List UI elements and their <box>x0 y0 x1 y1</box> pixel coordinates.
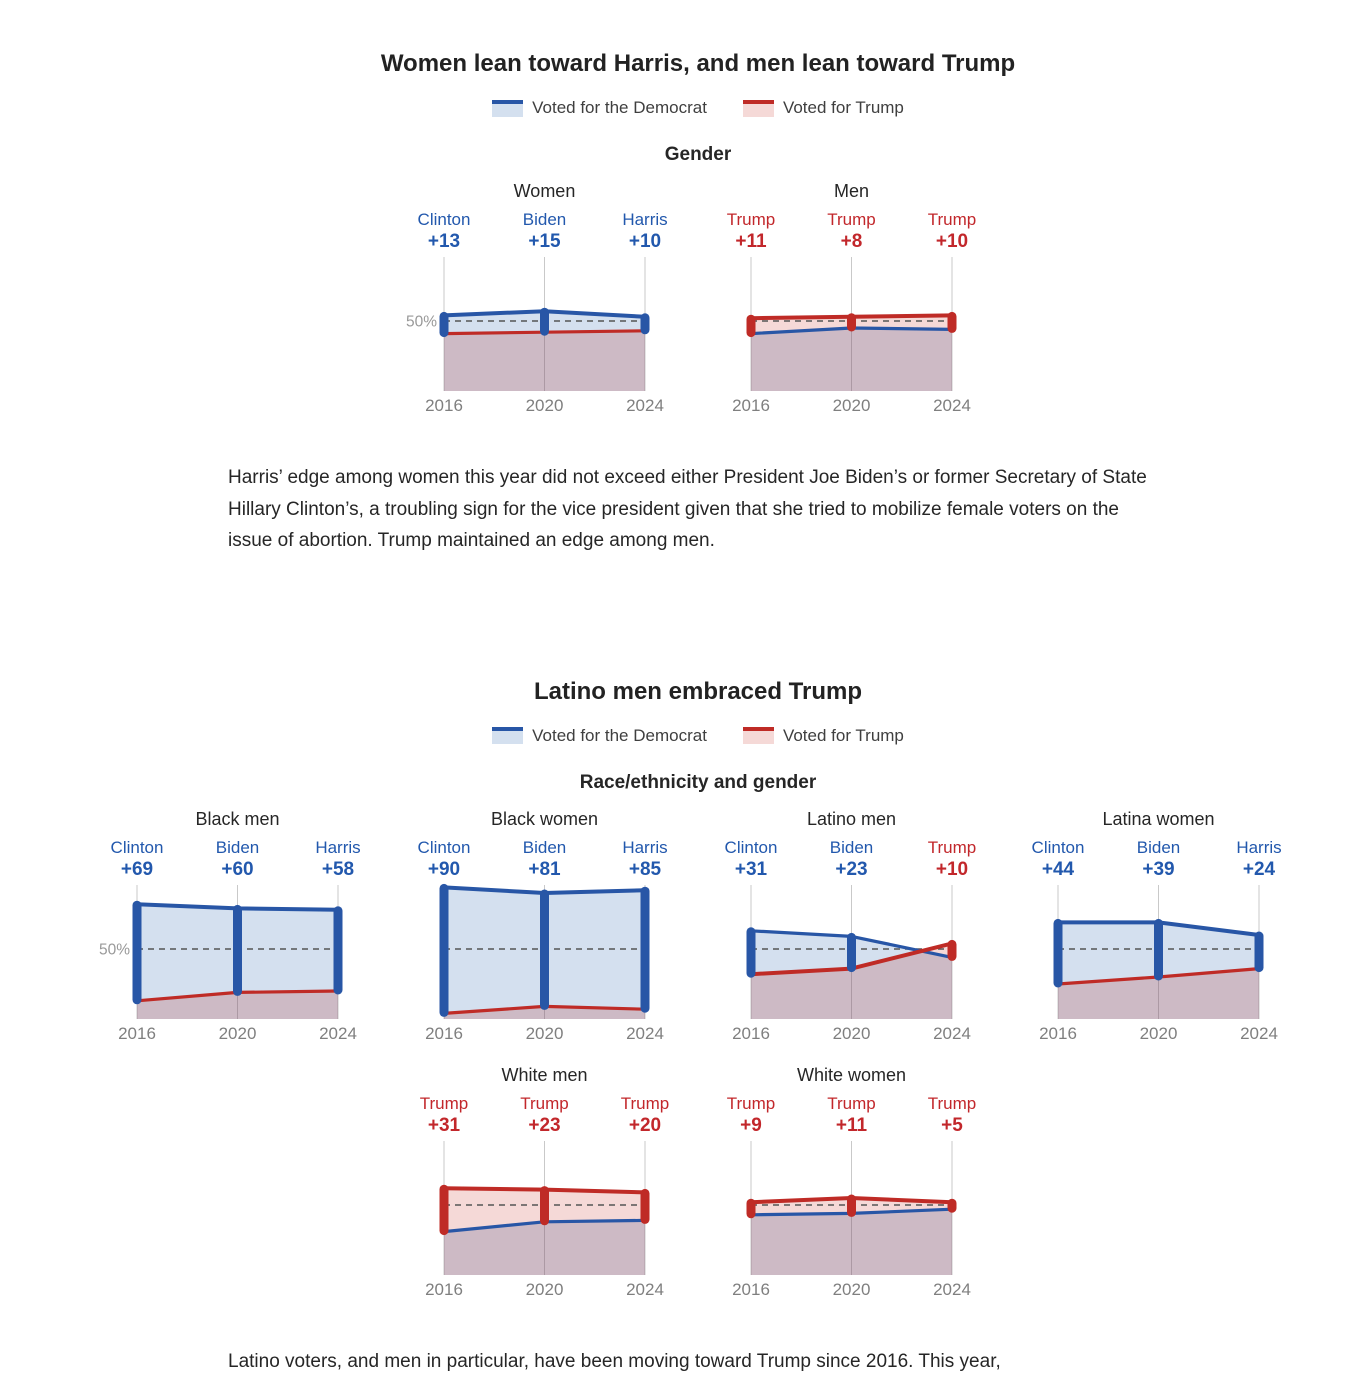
year-label: 2024 <box>319 1024 357 1043</box>
chart-rows <box>84 808 1312 1308</box>
chart-men <box>698 180 1005 424</box>
legend-label-democrat: Voted for the Democrat <box>532 98 707 118</box>
margin-capsule <box>948 312 957 333</box>
year-label: 2020 <box>219 1024 257 1043</box>
democrat-swatch-icon <box>492 727 523 744</box>
year-label: 2016 <box>425 1024 463 1043</box>
chart-latina-women <box>1005 808 1312 1052</box>
annotation-trump-2020 <box>827 210 876 254</box>
margin-label: +10 <box>622 230 667 254</box>
margin-annotations <box>698 838 1005 882</box>
legend-item-trump <box>743 726 904 746</box>
year-label: 2020 <box>526 396 564 415</box>
section-gender <box>84 0 1312 557</box>
margin-label: +13 <box>418 230 471 254</box>
margin-label: +10 <box>928 858 977 882</box>
legend-item-democrat <box>492 98 707 118</box>
year-label: 2016 <box>425 1280 463 1299</box>
year-label: 2024 <box>1240 1024 1278 1043</box>
candidate-label: Trump <box>420 1094 469 1114</box>
margin-capsule <box>1255 931 1264 972</box>
legend-label-trump: Voted for Trump <box>783 726 904 746</box>
margin-capsule <box>641 1188 650 1223</box>
year-label: 2020 <box>833 1280 871 1299</box>
margin-capsule <box>847 313 856 331</box>
year-label: 2024 <box>933 1280 971 1299</box>
margin-capsule <box>540 308 549 336</box>
candidate-label: Trump <box>928 210 977 230</box>
margin-label: +90 <box>418 858 471 882</box>
chart-title: Women <box>391 180 698 202</box>
group-label-gender: Gender <box>84 143 1312 166</box>
margin-label: +69 <box>111 858 164 882</box>
candidate-label: Harris <box>1236 838 1281 858</box>
margin-capsule <box>747 927 756 977</box>
margin-capsule <box>540 1186 549 1225</box>
chart-svg <box>1005 882 1312 1052</box>
chart-white-women <box>698 1064 1005 1308</box>
chart-svg <box>391 1138 698 1308</box>
candidate-label: Clinton <box>111 838 164 858</box>
year-label: 2016 <box>118 1024 156 1043</box>
chart-svg <box>698 1138 1005 1308</box>
section-title: Women lean toward Harris, and men lean toward Trump <box>84 49 1312 79</box>
candidate-label: Trump <box>928 1094 977 1114</box>
chart-row <box>84 808 1312 1052</box>
margin-label: +23 <box>830 858 873 882</box>
chart-svg <box>698 882 1005 1052</box>
margin-label: +81 <box>523 858 566 882</box>
trump-swatch-icon <box>743 727 774 744</box>
margin-band-area <box>545 890 646 1009</box>
year-label: 2024 <box>933 1024 971 1043</box>
chart-rows <box>84 180 1312 424</box>
annotation-trump-2024 <box>928 210 977 254</box>
margin-capsule <box>334 906 343 994</box>
legend-label-democrat: Voted for the Democrat <box>532 726 707 746</box>
annotation-biden-2020 <box>523 838 566 882</box>
chart-row <box>84 180 1312 424</box>
candidate-label: Biden <box>523 838 566 858</box>
margin-band-area <box>238 908 339 992</box>
margin-label: +31 <box>420 1114 469 1138</box>
candidate-label: Clinton <box>725 838 778 858</box>
margin-label: +85 <box>622 858 667 882</box>
margin-capsule <box>233 904 242 995</box>
candidate-label: Biden <box>523 210 566 230</box>
year-label: 2020 <box>833 396 871 415</box>
margin-label: +10 <box>928 230 977 254</box>
legend-label-trump: Voted for Trump <box>783 98 904 118</box>
candidate-label: Harris <box>622 210 667 230</box>
margin-annotations <box>698 1094 1005 1138</box>
chart-svg <box>391 882 698 1052</box>
annotation-clinton-2016 <box>1032 838 1085 882</box>
margin-label: +20 <box>621 1114 670 1138</box>
candidate-label: Trump <box>621 1094 670 1114</box>
annotation-clinton-2016 <box>725 838 778 882</box>
year-label: 2024 <box>933 396 971 415</box>
margin-capsule <box>948 1198 957 1212</box>
margin-band-area <box>137 904 238 1001</box>
year-label: 2016 <box>732 1280 770 1299</box>
legend-item-trump <box>743 98 904 118</box>
margin-capsule <box>641 886 650 1012</box>
margin-label: +11 <box>827 1114 876 1138</box>
year-label: 2016 <box>732 396 770 415</box>
annotation-trump-2016 <box>420 1094 469 1138</box>
chart-svg <box>391 254 698 424</box>
candidate-label: Trump <box>727 1094 776 1114</box>
chart-black-men <box>84 808 391 1052</box>
margin-annotations <box>698 210 1005 254</box>
candidate-label: Trump <box>727 210 776 230</box>
annotation-clinton-2016 <box>111 838 164 882</box>
chart-row <box>84 1064 1312 1308</box>
chart-title: White men <box>391 1064 698 1086</box>
section-paragraph: Harris’ edge among women this year did not exceed either President Joe Biden’s or former Secretary of State Hillary Clinton’s, a troubling sign for the vice president given that she tried to mobilize female voters on the issue of abortion. Trump maintained an edge among men. <box>228 462 1168 557</box>
annotation-harris-2024 <box>622 838 667 882</box>
candidate-label: Clinton <box>418 210 471 230</box>
year-label: 2024 <box>626 1280 664 1299</box>
fifty-percent-label: 50% <box>406 314 437 331</box>
margin-capsule <box>747 1198 756 1218</box>
chart-title: Latina women <box>1005 808 1312 830</box>
margin-capsule <box>747 315 756 337</box>
margin-annotations <box>391 210 698 254</box>
chart-svg <box>698 254 1005 424</box>
margin-capsule <box>1154 918 1163 980</box>
margin-capsule <box>1054 918 1063 987</box>
annotation-biden-2020 <box>523 210 566 254</box>
margin-capsule <box>440 1184 449 1234</box>
margin-annotations <box>391 838 698 882</box>
below-loser-area <box>751 1209 952 1275</box>
year-label: 2024 <box>626 1024 664 1043</box>
chart-title: Black women <box>391 808 698 830</box>
margin-capsule <box>847 932 856 971</box>
year-label: 2020 <box>833 1024 871 1043</box>
annotation-clinton-2016 <box>418 838 471 882</box>
margin-label: +60 <box>216 858 259 882</box>
section-paragraph: Latino voters, and men in particular, have been moving toward Trump since 2016. This year, <box>228 1346 1168 1377</box>
below-loser-area <box>751 328 952 391</box>
legend <box>84 98 1312 118</box>
candidate-label: Biden <box>216 838 259 858</box>
chart-title: Latino men <box>698 808 1005 830</box>
candidate-label: Biden <box>1137 838 1180 858</box>
annotation-harris-2024 <box>1236 838 1281 882</box>
margin-label: +31 <box>725 858 778 882</box>
chart-white-men <box>391 1064 698 1308</box>
annotation-biden-2020 <box>216 838 259 882</box>
annotation-biden-2020 <box>1137 838 1180 882</box>
candidate-label: Clinton <box>1032 838 1085 858</box>
article <box>84 0 1312 1377</box>
candidate-label: Clinton <box>418 838 471 858</box>
annotation-biden-2020 <box>830 838 873 882</box>
annotation-clinton-2016 <box>418 210 471 254</box>
chart-title: White women <box>698 1064 1005 1086</box>
annotation-trump-2024 <box>928 1094 977 1138</box>
candidate-label: Harris <box>315 838 360 858</box>
margin-label: +5 <box>928 1114 977 1138</box>
margin-label: +9 <box>727 1114 776 1138</box>
margin-annotations <box>1005 838 1312 882</box>
candidate-label: Trump <box>827 210 876 230</box>
margin-label: +24 <box>1236 858 1281 882</box>
chart-black-women <box>391 808 698 1052</box>
margin-annotations <box>391 1094 698 1138</box>
candidate-label: Trump <box>928 838 977 858</box>
trump-swatch-icon <box>743 100 774 117</box>
margin-label: +23 <box>520 1114 569 1138</box>
margin-capsule <box>133 900 142 1004</box>
margin-capsule <box>540 889 549 1009</box>
section-race-ethnicity <box>84 677 1312 1377</box>
annotation-trump-2016 <box>727 1094 776 1138</box>
margin-label: +44 <box>1032 858 1085 882</box>
annotation-harris-2024 <box>622 210 667 254</box>
margin-label: +15 <box>523 230 566 254</box>
legend-item-democrat <box>492 726 707 746</box>
margin-label: +39 <box>1137 858 1180 882</box>
chart-svg <box>84 882 391 1052</box>
annotation-trump-2020 <box>827 1094 876 1138</box>
margin-capsule <box>440 312 449 337</box>
below-loser-area <box>444 331 645 391</box>
year-label: 2016 <box>732 1024 770 1043</box>
year-label: 2016 <box>425 396 463 415</box>
democrat-swatch-icon <box>492 100 523 117</box>
candidate-label: Biden <box>830 838 873 858</box>
margin-band-area <box>1058 922 1159 984</box>
margin-capsule <box>847 1194 856 1216</box>
year-label: 2020 <box>526 1280 564 1299</box>
year-label: 2020 <box>526 1024 564 1043</box>
annotation-trump-2024 <box>928 838 977 882</box>
margin-label: +8 <box>827 230 876 254</box>
margin-capsule <box>641 313 650 334</box>
margin-label: +11 <box>727 230 776 254</box>
annotation-trump-2020 <box>520 1094 569 1138</box>
margin-band-area <box>444 887 545 1013</box>
candidate-label: Trump <box>520 1094 569 1114</box>
fifty-percent-label: 50% <box>99 941 130 958</box>
margin-label: +58 <box>315 858 360 882</box>
margin-capsule <box>440 883 449 1016</box>
section-title: Latino men embraced Trump <box>84 677 1312 707</box>
chart-title: Black men <box>84 808 391 830</box>
margin-annotations <box>84 838 391 882</box>
candidate-label: Harris <box>622 838 667 858</box>
year-label: 2020 <box>1140 1024 1178 1043</box>
annotation-trump-2024 <box>621 1094 670 1138</box>
legend <box>84 726 1312 746</box>
chart-women <box>391 180 698 424</box>
annotation-harris-2024 <box>315 838 360 882</box>
year-label: 2024 <box>626 396 664 415</box>
chart-title: Men <box>698 180 1005 202</box>
chart-latino-men <box>698 808 1005 1052</box>
margin-capsule <box>948 939 957 960</box>
candidate-label: Trump <box>827 1094 876 1114</box>
year-label: 2016 <box>1039 1024 1077 1043</box>
annotation-trump-2016 <box>727 210 776 254</box>
group-label-race-ethnicity-gender: Race/ethnicity and gender <box>84 771 1312 794</box>
